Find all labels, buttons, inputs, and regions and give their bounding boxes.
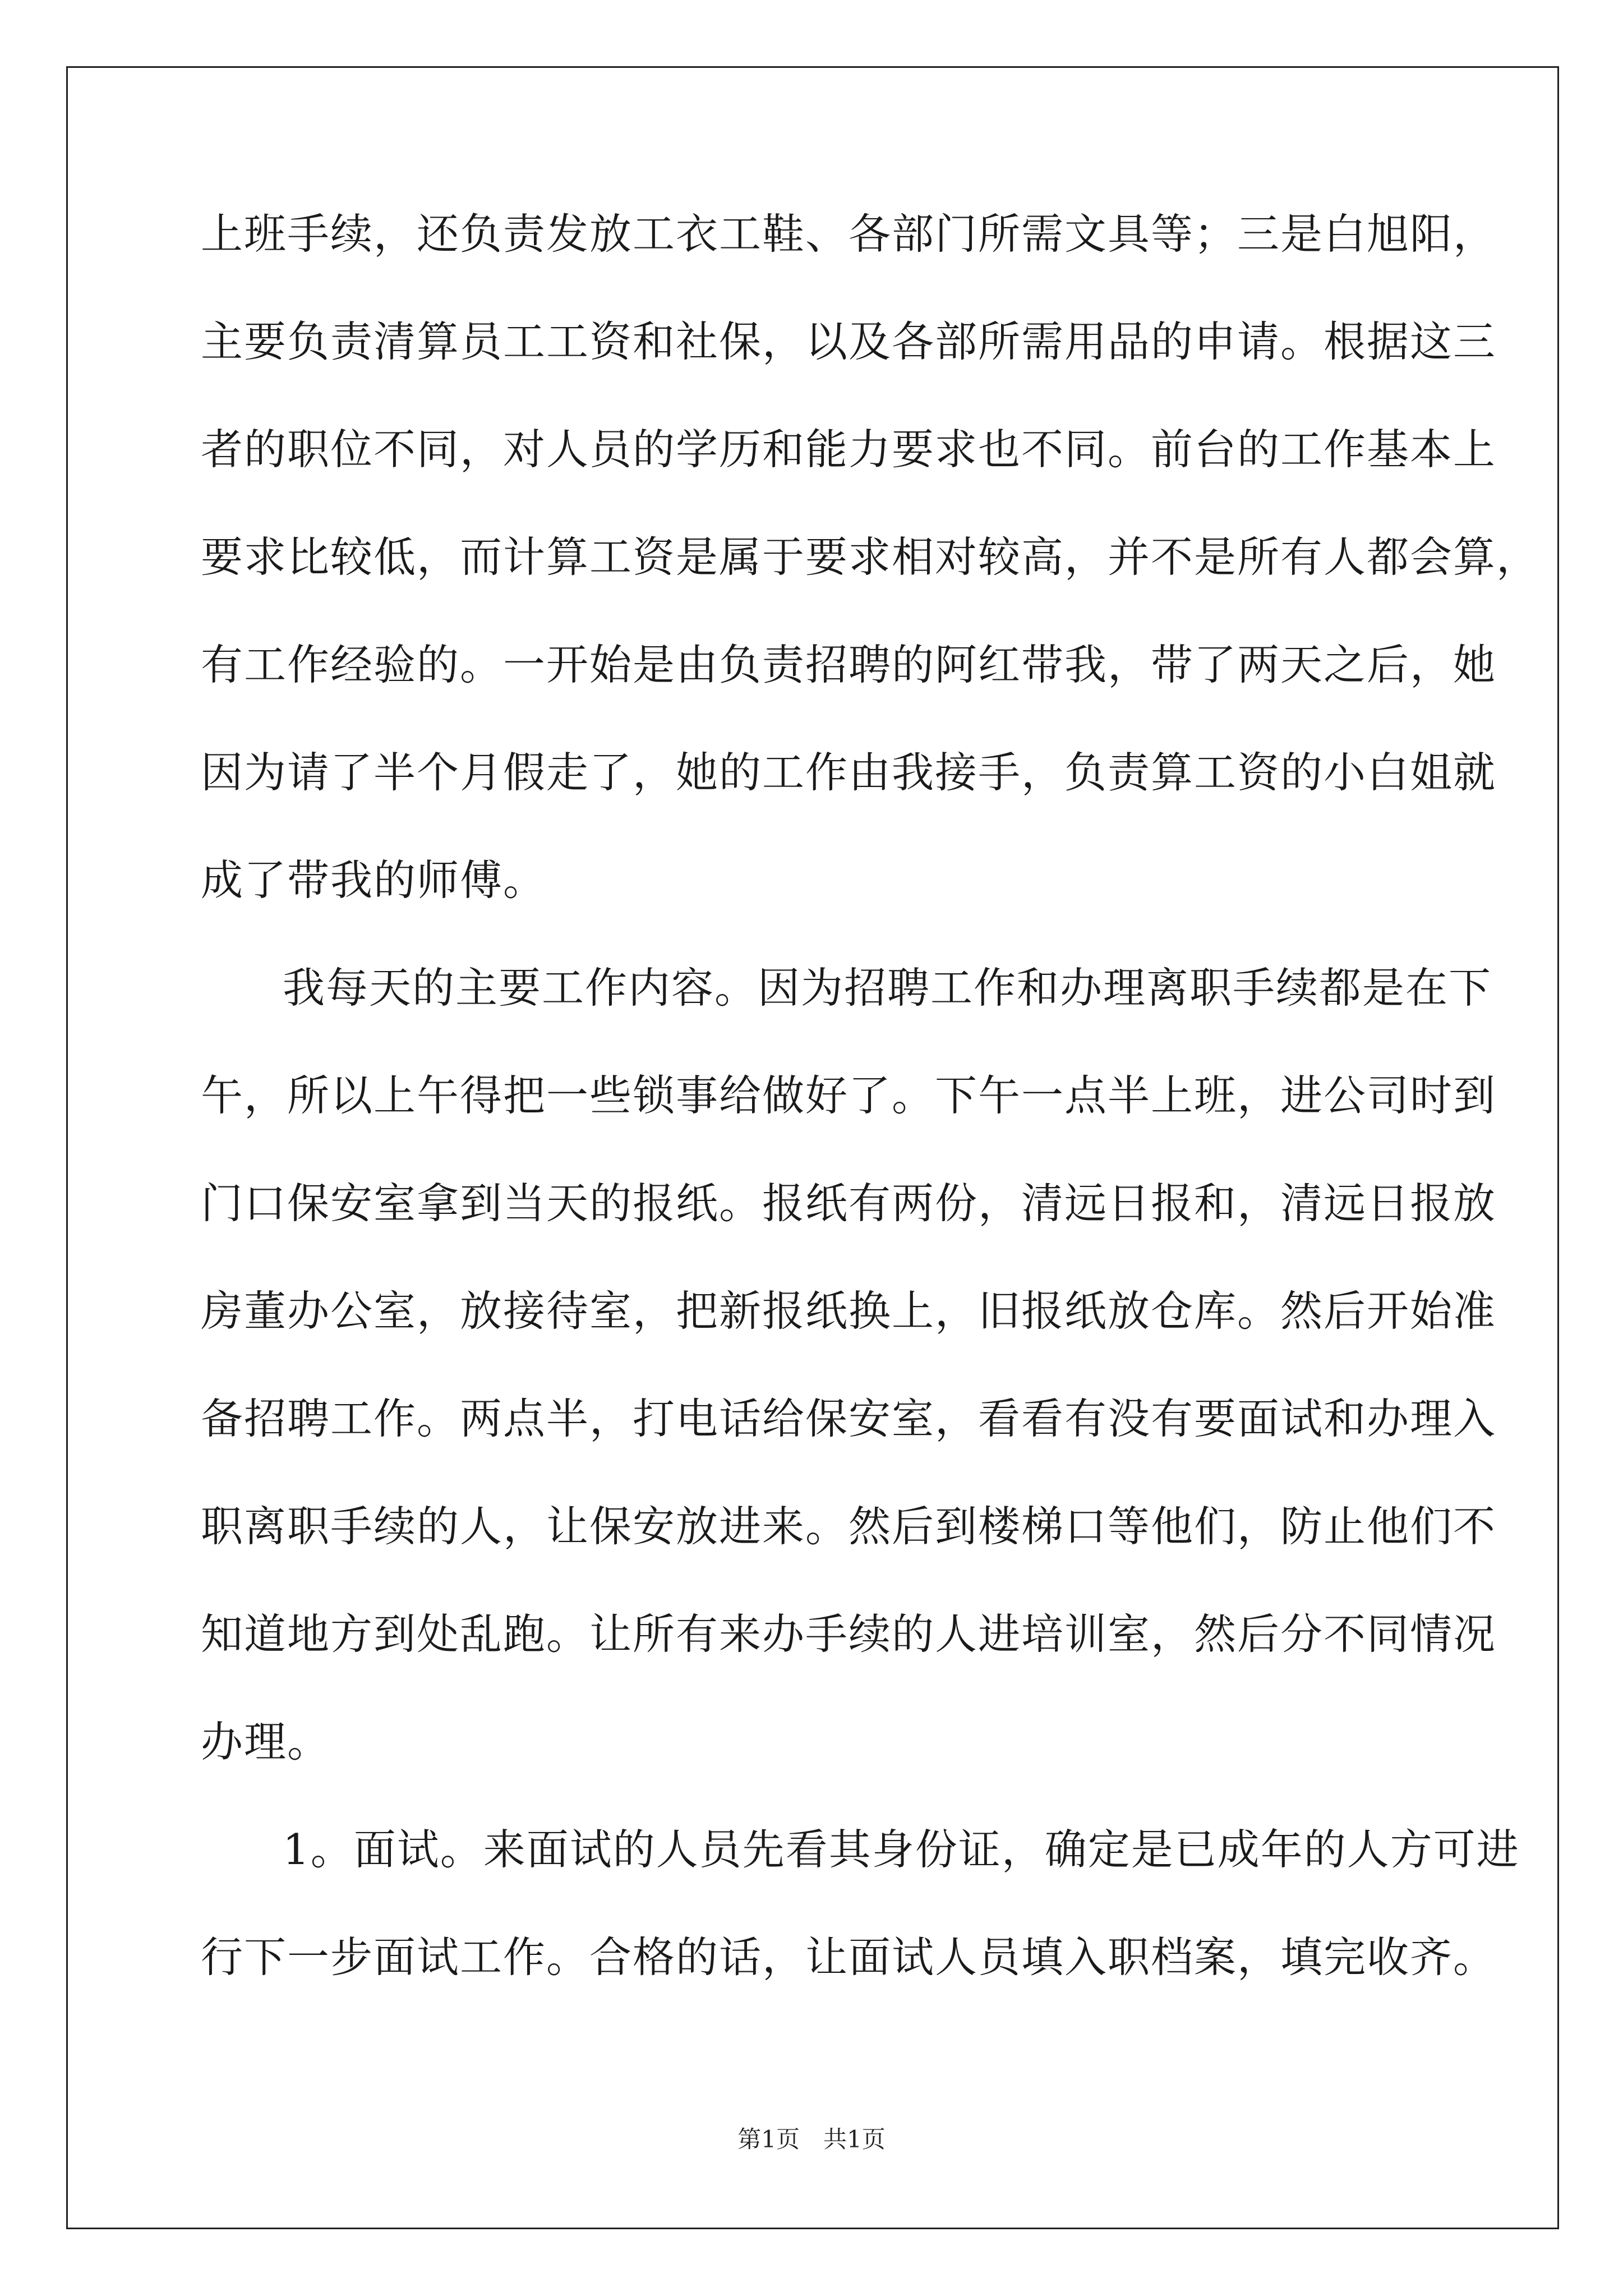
- text-line: 要求比较低，而计算工资是属于要求相对较高，并不是所有人都会算，: [201, 532, 1540, 582]
- page-footer: [0, 2126, 1623, 2153]
- text-line: 主要负责清算员工工资和社保，以及各部所需用品的申请。根据这三: [201, 317, 1497, 366]
- text-line: 成了带我的师傅。: [201, 855, 547, 905]
- text-line: 门口保安室拿到当天的报纸。报纸有两份，清远日报和，清远日报放: [201, 1179, 1497, 1228]
- document-body: [201, 209, 1540, 2044]
- text-line: 者的职位不同，对人员的学历和能力要求也不同。前台的工作基本上: [201, 425, 1497, 474]
- paragraph-first-line: 1。面试。来面试的人员先看其身份证，确定是已成年的人方可进: [283, 1825, 1520, 1874]
- text-line: 上班手续，还负责发放工衣工鞋、各部门所需文具等；三是白旭阳，: [201, 209, 1497, 259]
- page-number: 第1页: [737, 2125, 800, 2153]
- text-line: 有工作经验的。一开始是由负责招聘的阿红带我，带了两天之后，她: [201, 640, 1497, 689]
- text-line: 午，所以上午得把一些锁事给做好了。下午一点半上班，进公司时到: [201, 1071, 1497, 1120]
- text-line: 房董办公室，放接待室，把新报纸换上，旧报纸放仓库。然后开始准: [201, 1286, 1497, 1336]
- text-line: 办理。: [201, 1717, 331, 1766]
- text-line: 备招聘工作。两点半，打电话给保安室，看看有没有要面试和办理入: [201, 1394, 1497, 1443]
- text-line: 职离职手续的人，让保安放进来。然后到楼梯口等他们，防止他们不: [201, 1502, 1497, 1551]
- text-line: 因为请了半个月假走了，她的工作由我接手，负责算工资的小白姐就: [201, 748, 1497, 797]
- text-line: 行下一步面试工作。合格的话，让面试人员填入职档案，填完收齐。: [201, 1932, 1497, 1982]
- text-line: 知道地方到处乱跑。让所有来办手续的人进培训室，然后分不同情况: [201, 1609, 1497, 1659]
- page-total: 共1页: [823, 2125, 886, 2153]
- paragraph-first-line: 我每天的主要工作内容。因为招聘工作和办理离职手续都是在下: [283, 963, 1492, 1013]
